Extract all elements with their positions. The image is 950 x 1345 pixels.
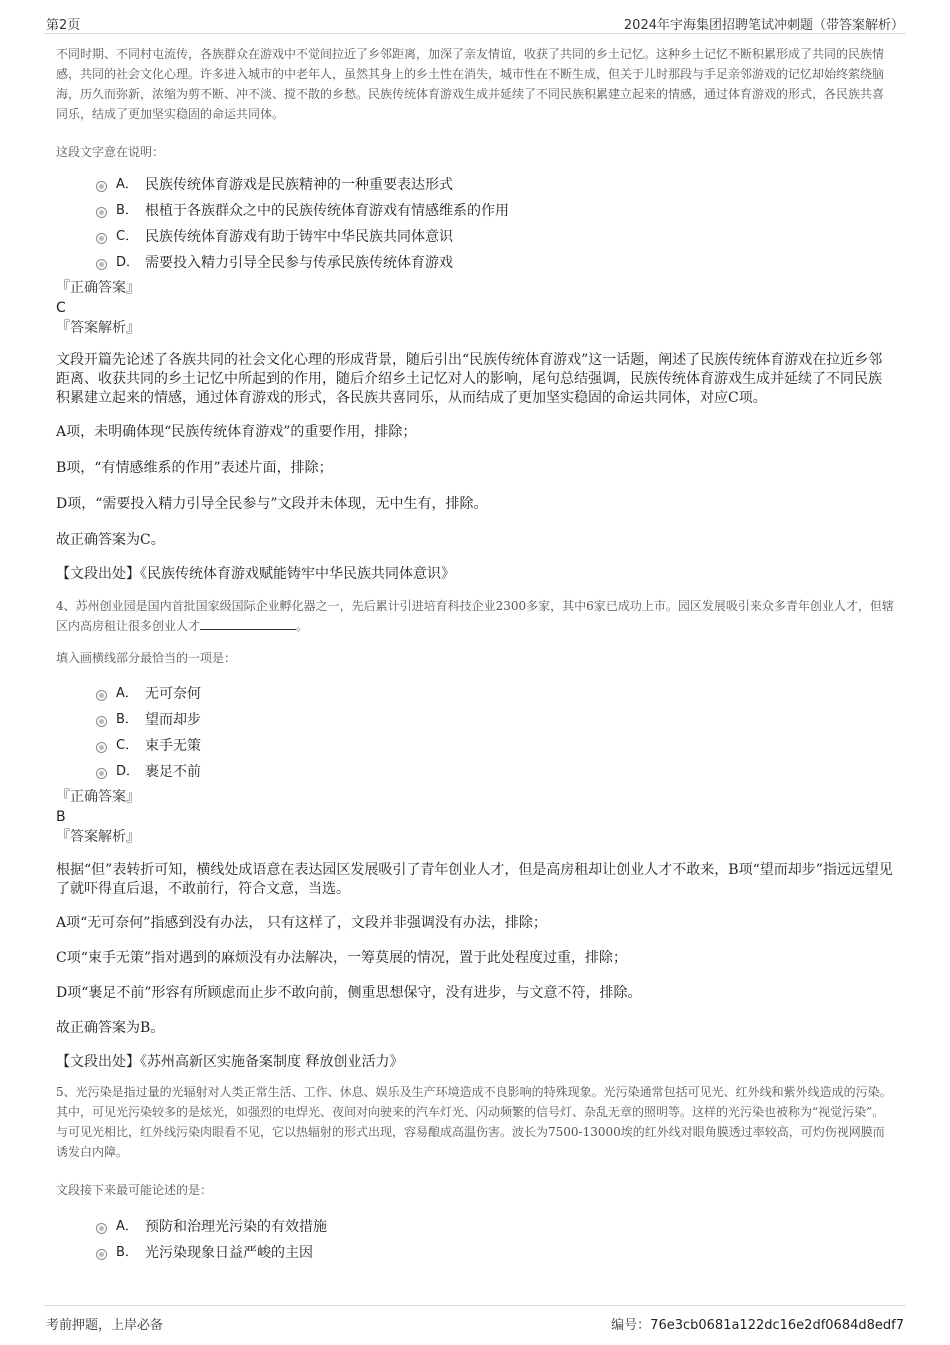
q3-analysis-4: D项，“需要投入精力引导全民参与”文段并未体现，无中生有，排除。	[56, 496, 488, 512]
q4-stem: 4、苏州创业园是国内首批国家级国际企业孵化器之一，先后累计引进培育科技企业2300多家，其中6家已成功上市。园区发展吸引来众多青年创业人才，但辖区内高房租让很多创业人才 。	[56, 599, 894, 633]
document-code: 编号：76e3cb0681a122dc16e2df0684d8edf7	[611, 1318, 904, 1333]
radio-icon[interactable]	[96, 716, 107, 727]
q4-answer-label: 『正确答案』	[56, 789, 140, 805]
q4-analysis-1: 根据“但”表转折可知，横线处成语意在表达园区发展吸引了青年创业人才，但是高房租却让创业人才不敢来，B项“望而却步”指远远望见了就吓得直后退，不敢前行，符合文意，当选。	[56, 862, 893, 897]
q4-prompt: 填入画横线部分最恰当的一项是：	[56, 651, 237, 665]
q4-answer: B	[56, 809, 66, 825]
q4-option-c[interactable]: C． 束手无策	[96, 733, 894, 759]
q5-option-b[interactable]: B． 光污染现象日益严峻的主因	[96, 1240, 894, 1266]
q4-analysis-3: C项“束手无策”指对遇到的麻烦没有办法解决，一筹莫展的情况，置于此处程度过重，排除；	[56, 950, 628, 966]
radio-icon[interactable]	[96, 207, 107, 218]
q3-analysis-2: A项，未明确体现“民族传统体育游戏”的重要作用，排除；	[56, 424, 417, 440]
q3-prompt: 这段文字意在说明：	[56, 145, 165, 159]
q3-answer: C	[56, 300, 66, 316]
document-title: 2024年宇海集团招聘笔试冲刺题（带答案解析）	[623, 18, 904, 33]
q4-analysis-5: 故正确答案为B。	[56, 1020, 165, 1036]
q3-analysis-3: B项，“有情感维系的作用”表述片面，排除；	[56, 460, 333, 476]
radio-icon[interactable]	[96, 181, 107, 192]
q4-options	[96, 681, 894, 785]
q4-source: 【文段出处】《苏州高新区实施备案制度 释放创业活力》	[56, 1054, 404, 1070]
q3-options	[96, 172, 894, 276]
radio-icon[interactable]	[96, 259, 107, 270]
q3-answer-label: 『正确答案』	[56, 280, 140, 296]
q4-option-b[interactable]: B． 望而却步	[96, 707, 894, 733]
q3-option-b[interactable]: B． 根植于各族群众之中的民族传统体育游戏有情感维系的作用	[96, 198, 894, 224]
q4-analysis-label: 『答案解析』	[56, 829, 140, 845]
radio-icon[interactable]	[96, 690, 107, 701]
q3-passage: 不同时期、不同村屯流传，各族群众在游戏中不觉间拉近了乡邻距离，加深了亲友情谊，收获了共同的乡土记忆。这种乡土记忆不断积累形成了共同的民族情感，共同的社会文化心理。许多进入城市的中老年人，虽然其身上的乡土性在消失，城市性在不断生成，但关于儿时那段与手足亲邻游戏的记忆却始终萦绕脑海，历久而弥新，浓缩为剪不断、冲不淡、搅不散的乡愁。民族传统体育游戏生成并延续了不同民族积累建立起来的情感，通过体育游戏的形式，各民族共喜同乐，结成了更加坚实稳固的命运共同体。	[56, 47, 885, 121]
q3-option-a[interactable]: A． 民族传统体育游戏是民族精神的一种重要表达形式	[96, 172, 894, 198]
q5-options	[96, 1214, 894, 1266]
question-5	[56, 1082, 894, 1266]
q3-option-d[interactable]: D． 需要投入精力引导全民参与传承民族传统体育游戏	[96, 250, 894, 276]
page-content	[56, 40, 894, 1266]
page-number: 第2页	[46, 18, 81, 33]
q3-source: 【文段出处】《民族传统体育游戏赋能铸牢中华民族共同体意识》	[56, 566, 455, 582]
q5-stem: 5、光污染是指过量的光辐射对人类正常生活、工作、休息、娱乐及生产环境造成不良影响的特殊现象。光污染通常包括可见光、红外线和紫外线造成的污染。其中，可见光污染较多的是炫光，如强烈的电焊光、夜间对向驶来的汽车灯光、闪动频繁的信号灯、杂乱无章的照明等。这样的光污染也被称为“视觉污染”。与可见光相比，红外线污染肉眼看不见，它以热辐射的形式出现，容易酿成高温伤害。波长为7500-13000埃的红外线对眼角膜透过率较高，可灼伤视网膜而诱发白内障。	[56, 1085, 892, 1159]
q3-analysis-label: 『答案解析』	[56, 320, 140, 336]
q3-analysis-1: 文段开篇先论述了各族共同的社会文化心理的形成背景，随后引出“民族传统体育游戏”这一话题，阐述了民族传统体育游戏在拉近乡邻距离、收获共同的乡土记忆中所起到的作用，随后介绍乡土记忆对人的影响，尾句总结强调，民族传统体育游戏生成并延续了不同民族积累建立起来的情感，通过体育游戏的形式，各民族共喜同乐，从而结成了更加坚实稳固的命运共同体，对应C项。	[56, 352, 883, 406]
radio-icon[interactable]	[96, 1249, 107, 1260]
page-footer	[44, 1305, 906, 1335]
q3-option-c[interactable]: C． 民族传统体育游戏有助于铸牢中华民族共同体意识	[96, 224, 894, 250]
radio-icon[interactable]	[96, 742, 107, 753]
page-header	[44, 12, 906, 34]
q3-analysis-5: 故正确答案为C。	[56, 532, 165, 548]
q4-option-a[interactable]: A． 无可奈何	[96, 681, 894, 707]
question-3	[56, 44, 894, 584]
footer-slogan: 考前押题，上岸必备	[46, 1318, 164, 1333]
q5-prompt: 文段接下来最可能论述的是：	[56, 1183, 213, 1197]
radio-icon[interactable]	[96, 233, 107, 244]
q5-option-a[interactable]: A． 预防和治理光污染的有效措施	[96, 1214, 894, 1240]
radio-icon[interactable]	[96, 768, 107, 779]
fill-blank	[200, 618, 296, 630]
radio-icon[interactable]	[96, 1223, 107, 1234]
q4-analysis-2: A项“无可奈何”指感到没有办法， 只有这样了，文段并非强调没有办法，排除；	[56, 915, 547, 931]
q4-option-d[interactable]: D． 裹足不前	[96, 759, 894, 785]
q4-analysis-4: D项“裹足不前”形容有所顾虑而止步不敢向前，侧重思想保守，没有进步，与文意不符，排除。	[56, 985, 642, 1001]
question-4	[56, 596, 894, 1072]
